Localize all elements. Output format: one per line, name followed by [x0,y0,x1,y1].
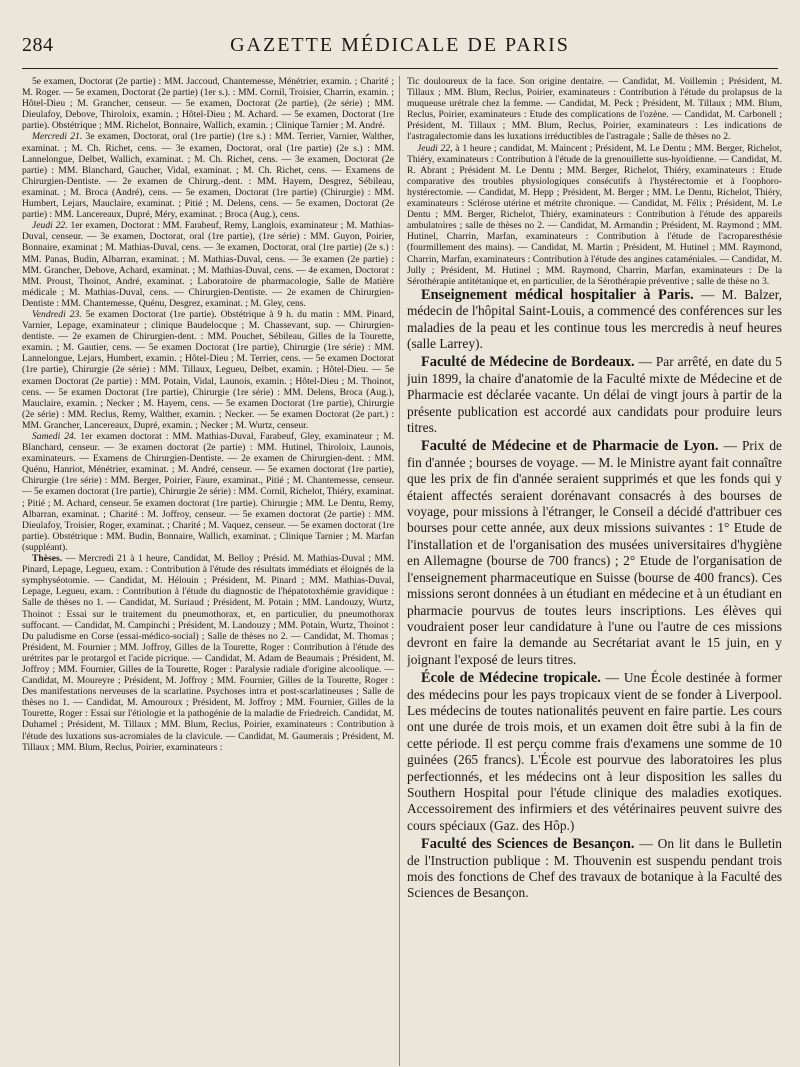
news-item-paris [407,287,782,353]
news-item-tropical-school [407,670,782,834]
news-body: — Une École destinée à former des médecins pour les pays tropicaux vient de se fonder à Liverpool. Les médecins de toutes nationalités peuvent en faire partie. Les cours ont une durée de trois mois, et un examen doit être subi à la fin de cette période. Il est perçu comme frais d'examens une somme de 10 guinées (265 francs). L'École est pourvue des laboratoires les plus perfectionnés, et les médecins ont à leur disposition les salles du Southern Hospital pour l'étude clinique des maladies exotiques. Accessoirement des infirmiers et des vétérinaires peuvent suivre des cours spéciaux (Gaz. des Hôp.) [407,670,782,833]
journal-title: GAZETTE MÉDICALE DE PARIS [230,34,570,56]
theses-continuation: Tic douloureux de la face. Son origine dentaire. — Candidat, M. Voillemin ; Président, M. Tillaux ; MM. Blum, Reclus, Poirier, examinateurs : Contribution à l'étude du prolapsus de la muqueuse urétrale chez la femme. — Candidat, M. Peck ; Président, M. Tillaux ; MM. Blum, Reclus, Poirier, examinateurs : Etude des complications de l'ozène. — Candidat, M. Carbonell ; Président, M. Tillaux ; MM. Blum, Reclus, Poirier, examinateurs : Les indications de l'astragalectomie dans les luxations irréductibles de l'astragale ; Salle de thèses no 2. [407,76,782,143]
day-label: Samedi 24. [32,431,77,442]
exam-schedule-paragraph [22,309,394,431]
news-body: — On lit dans le Bulletin de l'Instruction publique : M. Thouvenin est suspendu pendant trois mois des fonctions de Chef des travaux de botanique à la Faculté des Sciences de Besançon. [407,836,782,901]
left-column [22,76,394,1066]
news-heading: Faculté de Médecine de Bordeaux. [421,354,635,371]
page-header [22,28,778,69]
news-body: — Par arrêté, en date du 5 juin 1899, la chaire d'anatomie de la Faculté mixte de Médecine et de Pharmacie est déclarée vacante. Un délai de vingt jours à partir de la présente publication est accordé aux candidats pour produire leurs titres. [407,354,782,436]
day-label: Jeudi 22. [32,220,68,232]
news-heading: Enseignement médical hospitalier à Paris. [421,286,694,303]
exam-schedule-paragraph [22,220,394,309]
theses-label: Thèses. [32,553,63,565]
news-item-lyon [407,438,782,668]
news-heading: École de Médecine tropicale. [421,670,601,687]
page-number: 284 [22,34,54,56]
paragraph-text: — Mercredi 21 à 1 heure, Candidat, M. Belloy ; Présid. M. Mathias-Duval ; MM. Pinard, Lepage, Legueu, exam. : Contribution à l'étude des résultats immédiats et éloignés de la symphyséotomie. — Candidat, M. Hélouin ; Président, M. Pinard ; MM. Mathias-Duval, Lepage, Legueu, exam. : Contribution à l'étude du diagnostic de l'hépatotoxhémie gravidique : Salle de thèses no 1. — Candidat, M. Suriaud ; Président, M. Potain ; MM. Landouzy, Wurtz, Thoinot : Essai sur le traitement du pneumothorax, et, en particulier, du pneumothorax suffocant. — Candidat, M. Campinchi ; Président, M. Landouzy ; MM. Potain, Wurtz, Thoinot : Du paludisme en Corse (essai-médico-social) ; Salle de thèses no 2. — Candidat, M. Thomas ; Président, M. Fournier ; MM. Joffroy, Gilles de la Tourette, Roger : Contribution à l'étude des urétrites par le protargol et l'acide picrique. — Candidat, M. Adam de Beaumais ; Président, M. Joffroy ; MM. Fournier, Gilles de la Tourette, Roger : Paralysie radiale d'origine alcoolique. — Candidat, M. Moureyre ; Président, M. Joffroy ; MM. Fournier, Gilles de la Tourette, Roger : Des manifestations nerveuses de la scarlatine. Psychoses intra et post-scarlatineuses ; Salle de thèses no 1. — Candidat, M. Amouroux ; Président, M. Joffroy ; MM. Fournier, Gilles de la Tourette, Roger : Essai sur l'étiologie et la pathogénie de la maladie de Friedreich. Candidat, M. Duhamel ; Président, M. Tillaux ; MM. Blum, Reclus, Poirier, examinateurs : Contribution à l'étude des luxations sus-acromiales de la clavicule. — Candidat, M. Gaumerais ; Président, M. Tillaux ; MM. Blum, Reclus, Poirier, examinateurs : [22,553,394,753]
exam-schedule-paragraph [22,431,394,553]
news-bulletins [407,287,782,902]
theses-paragraph [22,553,394,753]
paragraph-text: 5e examen Doctorat (1re partie). Obstétrique à 9 h. du matin : MM. Pinard, Varnier, Lepage, examinateur ; clinique Baudelocque ; M. Chassevant, sup. — Chirurgien-dentiste. — 2e examen de Chirurgien-dent. : MM. Pouchet, Sébileau, Gilles de la Tourette, examin. ; M. Gautier, cens. — 5e examen Doctorat (1re partie), Chirurgie (1re série) : MM. Lannelongue, Lejars, Humbert, examin. ; Hôtel-Dieu ; M. Terrier, cens. — 5e examen Doctorat (1re partie), Chirurgie (2e série) : MM. Tillaux, Legueu, Delbet, examin. ; Hôtel-Dieu. — 5e examen Doctorat (2e partie) : MM. Potain, Vidal, Launois, examin. ; Hôtel-Dieu ; M. Thoinot, cens. — 5e examen Doctorat (1re partie), Chirurgie (1re série) : MM. Delens, Broca (Aug.), Mauclaire, examin. ; Necker ; M. Hayem, cens. — 5e examen Doctorat (1re partie), Chirurgie (2e série) : MM. Reclus, Remy, Walther, examin. ; Necker. — 5e examen Doctorat (2e part.) : MM. Grancher, Lancereaux, Dupré, examin. ; Necker ; M. Wurtz, censeur. [22,308,394,431]
news-body: — Prix de fin d'année ; bourses de voyage. — M. le Ministre ayant fait connaître que les prix de fin d'année seraient supprimés et que les fonds qui y étaient affectés seraient dorénavant consacrés à des bourses de voyage, pour missions à l'étranger, le Conseil a décidé d'attribuer ces bourses pour cette année, aux deux missions suivantes : 1° Etude de l'installation et de l'organisation des musées universitaires d'hygiène en Allemagne (bourse de 700 francs) ; 2° Etude de l'organisation de l'enseignement pharmaceutique en Suisse (bourse de 400 francs). Ces missions seront données à un étudiant en médecine et à un étudiant en pharmacie pourvus de toutes leurs inscriptions. Les élèves qui voudraient poser leur candidature à l'une ou l'autre de ces missions devront en faire la demande au Secrétariat avant le 15 juin, en y joignant l'exposé de leurs titres. [407,438,782,667]
paragraph-text: 3e examen, Doctorat, oral (1re partie) (1re s.) : MM. Terrier, Varnier, Walther, examinat. ; M. Ch. Richet, cens. — 3e examen, Doctorat, oral (1re partie) (2e s.) : MM. Lannelongue, Delbet, Wallich, examinat. ; M. Ch. Richet, cens. — 3e examen, Doctorat (2e partie) : MM. Blanchard, Gaucher, Vidal, examinat. ; M. Ch. Richet, cens. — Examens de Chirurgien-Dentiste. — 2e examen de Chirurg.-dent. : MM. Hayem, Desgrez, Sébileau, examinat. ; M. Broca (André), cens. — 5e examen, Doctorat (1re partie) (Chirurgie) : MM. Humbert, Lejars, Mauclaire, examinat. ; Pitié ; M. Delens, cens. — 5e examen, Doctorat (2e partie) : MM. Lancereaux, Dupré, Méry, examinat. ; Broca (Aug.), cens. [22,131,394,221]
right-column [407,76,782,1066]
news-item-besancon [407,836,782,902]
day-label: Mercredi 21. [32,131,83,143]
exam-schedule-paragraph [22,131,394,220]
paragraph-text: 1er examen, Doctorat : MM. Farabeuf, Remy, Langlois, examinateur ; M. Mathias-Duval, censeur. — 3e examen, Doctorat, oral (1re partie), (1re série) : MM. Guyon, Poirier, Bonnaire, examinat ; M. Mathias-Duval, cens. — 3e examen, Doctorat, oral (1re partie) (2e s.) : MM. Panas, Budin, Albarran, examinat. ; M. Mathias-Duval, cens. — 3e examen (2e partie) : MM. Grancher, Debove, Achard, examinat. ; M. Mathias-Duval, cens. — 4e examen, Doctorat : MM. Proust, Thoinot, André, examinat. ; Laboratoire de pharmacologie, Salle de Matière médicale ; M. Mathias-Duval, cens. — Chirurgien-Dentiste. — 2e examen de Chirurgien-Dentiste : MM. Chantemesse, Quénu, Desgrez, examinat. ; M. Gley, cens. [22,220,394,309]
news-body: — M. Balzer, médecin de l'hôpital Saint-Louis, a commencé des conférences sur les maladies de la peau et les continue tous les mercredis à neuf heures (salle Larrey). [407,286,782,351]
exam-schedule-paragraph: 5e examen, Doctorat (2e partie) : MM. Jaccoud, Chantemesse, Ménétrier, examin. ; Charité ; M. Roger. — 5e examen, Doctorat (2e partie) (1er s.). : MM. Cornil, Troisier, Charrin, examin. ; Hôtel-Dieu ; M. Grancher, censeur. — 5e examen, Doctorat (2e partie), (2e série) ; MM. Dieulafoy, Debove, Thiroloix, examin. ; Hôtel-Dieu ; M. Achard. — 5e examen, Doctorat (1re partie). Obstétrique ; MM. Richelot, Bonnaire, Wallich, examin. ; Clinique Tarnier ; M. André. [22,76,394,132]
day-label: Jeudi 22, [417,142,453,154]
theses-paragraph [407,143,782,287]
paragraph-text: à 1 heure ; candidat, M. Maincent ; Président, M. Le Dentu ; MM. Berger, Richelot, Thiéry, examinateurs : Contribution à l'étude de la grenouillette sus-hyoïdienne. — Candidat, M. R. Abrant ; Président M. Le Dentu ; MM. Berger, Richelot, Thiéry, examinateurs : Etude comparative des troubles physiologiques consécutifs à l'hystérectomie et à l'oophoro-hystérectomie. — Candidat, M. Hepp ; Président, M. Berger ; MM. Le Dentu, Richelot, Thiéry, examinateurs : Sclérose utérine et métrite chronique. — Candidat, M. Félix ; Président, M. Le Dentu ; MM. Berger, Richelot, Thiéry, examinateurs : Contribution à l'étude des appareils ambulatoires ; salle de thèses no 2. — Candidat, M. Armandin ; Président, M. Raymond ; MM. Hutinel, Charrin, Marfan, examinateurs : Contribution à l'étude de l'acroparesthésie (fourmillement des mains). — Candidat, M. Martin ; Président, M. Hutinel ; MM. Raymond, Charrin, Marfan, examinateurs : Contribution à l'étude des angines cataméniales. — Candidat, M. Jully ; Président, M. Hutinel ; MM. Raymond, Charrin, Marfan, examinateurs : De la Sérothérapie antitétanique et, en particulier, de la Sérothérapie préventive ; salle de thèse no 3. [407,142,782,287]
paragraph-text: 1er examen doctorat : MM. Mathias-Duval, Farabeuf, Gley, examinateur ; M. Blanchard, censeur. — 3e examen doctorat (2e partie) : MM. Hutinel, Thiroloix, Launois, examinateurs. — Examens de Chirurgien-Dentiste. — 2e examen de Chirurgien-dent. : MM. Quénu, Hanriot, Ménétrier, examinat. ; M. André, censeur. — 5e examen doctorat (1re partie), Chirurgie (1re série) : MM. Berger, Poirier, Faure, examinat., Pitié ; M. Chantemesse, censeur. — 5e examen doctorat (1re partie), Chirurgie 2e série) : MM. Cornil, Richelot, Thiéry, examinat. ; Pitié ; M. Achard, censeur. 5e examen doctorat (1re partie). Chirurgie ; MM. Le Dentu, Remy, Albarran, examinat. ; Charité : M. Joffroy, censeur. — 5e examen doctorat (2e partie) : MM. Dieulafoy, Troisier, Roger, examinat. ; Charité ; M. Vaquez, censeur. — 5e examen doctorat (1re partie). Obstétrique : MM. Budin, Bonnaire, Wallich, examinat. ; Clinique Tarnier ; M. Marfan (suppléant). [22,431,394,553]
column-divider [399,76,400,1066]
news-item-bordeaux [407,354,782,436]
news-heading: Faculté de Médecine et de Pharmacie de Lyon. [421,438,719,455]
day-label: Vendredi 23. [32,308,82,320]
news-heading: Faculté des Sciences de Besançon. [421,836,635,853]
